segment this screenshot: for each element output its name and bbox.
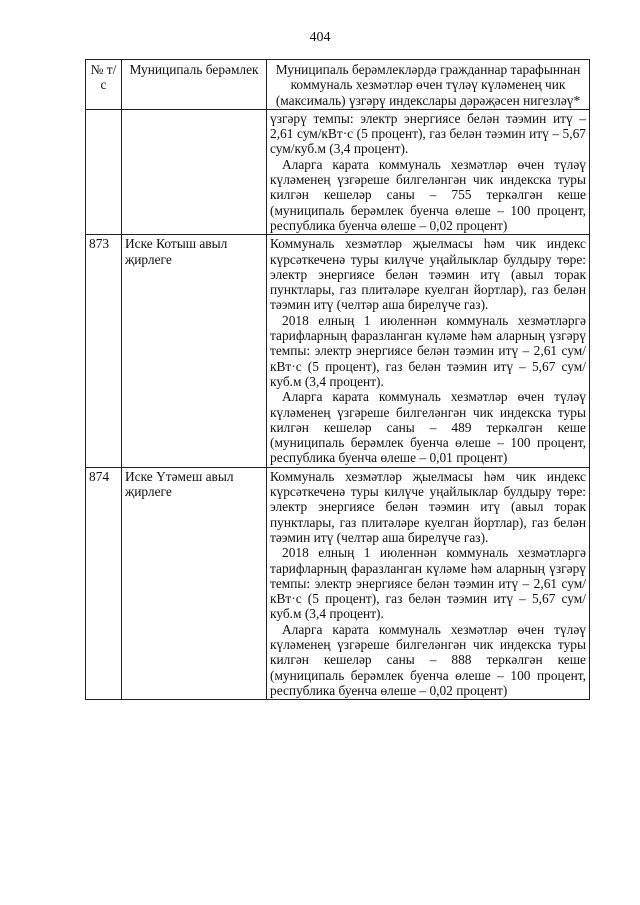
description-paragraph: Аларга карата коммуналь хезмәтләр өчен түләү күләменең үзгәреше билгеләнгән чик индекска туры килгән кешеләр саны – 888 теркәлгән кеше (муниципаль берәмлек буенча өлеше – 100 процент, республика буенча өлеше – 0,02 процент) bbox=[270, 621, 586, 698]
municipality-name: Иске Үтәмеш авыл җирлеге bbox=[122, 467, 267, 699]
table-row bbox=[86, 467, 590, 699]
table-header-row bbox=[86, 60, 590, 110]
row-number bbox=[86, 109, 122, 234]
header-row-number: № т/с bbox=[86, 60, 122, 110]
description-paragraph: Аларга карата коммуналь хезмәтләр өчен түләү күләменең үзгәреше билгеләнгән чик индекска туры килгән кешеләр саны – 489 теркәлгән кеше (муниципаль берәмлек буенча өлеше – 100 процент, республика буенча өлеше – 0,01 процент) bbox=[270, 389, 586, 466]
description-paragraph: Коммуналь хезмәтләр җыелмасы һәм чик индекс күрсәткеченә туры килүче уңайлыклар булдыру төре: электр энергиясе белән тәэмин итү (авыл торак пунктлары, газ плитәләре куелган йортлар), газ белән тәэмин итү (челтәр аша бирелүче газ). bbox=[270, 236, 586, 313]
description-paragraph: 2018 елның 1 июленнән коммуналь хезмәтләргә тарифларның фаразланган күләме һәм аларның үзгәрү темпы: электр энергиясе белән тәэмин итү – 2,61 сум/кВт·с (5 процент), газ белән тәэмин итү – 5,67 сум/куб.м (3,4 процент). bbox=[270, 312, 586, 389]
description-cell bbox=[267, 467, 590, 699]
header-description: Муниципаль берәмлекләрдә гражданнар тарафыннан коммуналь хезмәтләр өчен түләү күләменең чик (максималь) үзгәрү индекслары дәрәҗәсен нигезләү* bbox=[267, 60, 590, 110]
row-number: 874 bbox=[86, 467, 122, 699]
table-row bbox=[86, 109, 590, 234]
municipal-index-table bbox=[85, 59, 590, 700]
description-cell bbox=[267, 109, 590, 234]
table-row bbox=[86, 235, 590, 467]
municipality-name: Иске Котыш авыл җирлеге bbox=[122, 235, 267, 467]
description-paragraph: үзгәрү темпы: электр энергиясе белән тәэмин итү – 2,61 сум/кВт·с (5 процент), газ белән тәэмин итү – 5,67 сум/куб.м (3,4 процент). bbox=[270, 110, 586, 157]
header-municipality: Муниципаль берәмлек bbox=[122, 60, 267, 110]
municipality-name bbox=[122, 109, 267, 234]
description-paragraph: Коммуналь хезмәтләр җыелмасы һәм чик индекс күрсәткеченә туры килүче уңайлыклар булдыру төре: электр энергиясе белән тәэмин итү (авыл торак пунктлары, газ плитәләре куелган йортлар), газ белән тәэмин итү (челтәр аша бирелүче газ). bbox=[270, 468, 586, 545]
description-cell bbox=[267, 235, 590, 467]
row-number: 873 bbox=[86, 235, 122, 467]
description-paragraph: 2018 елның 1 июленнән коммуналь хезмәтләргә тарифларның фаразланган күләме һәм аларның үзгәрү темпы: электр энергиясе белән тәэмин итү – 2,61 сум/кВт·с (5 процент), газ белән тәэмин итү – 5,67 сум/куб.м (3,4 процент). bbox=[270, 545, 586, 622]
page-number: 404 bbox=[309, 30, 331, 45]
description-paragraph: Аларга карата коммуналь хезмәтләр өчен түләү күләменең үзгәреше билгеләнгән чик индекска туры килгән кешеләр саны – 755 теркәлгән кеше (муниципаль берәмлек буенча өлеше – 100 процент, республика буенча өлеше – 0,02 процент) bbox=[270, 156, 586, 233]
